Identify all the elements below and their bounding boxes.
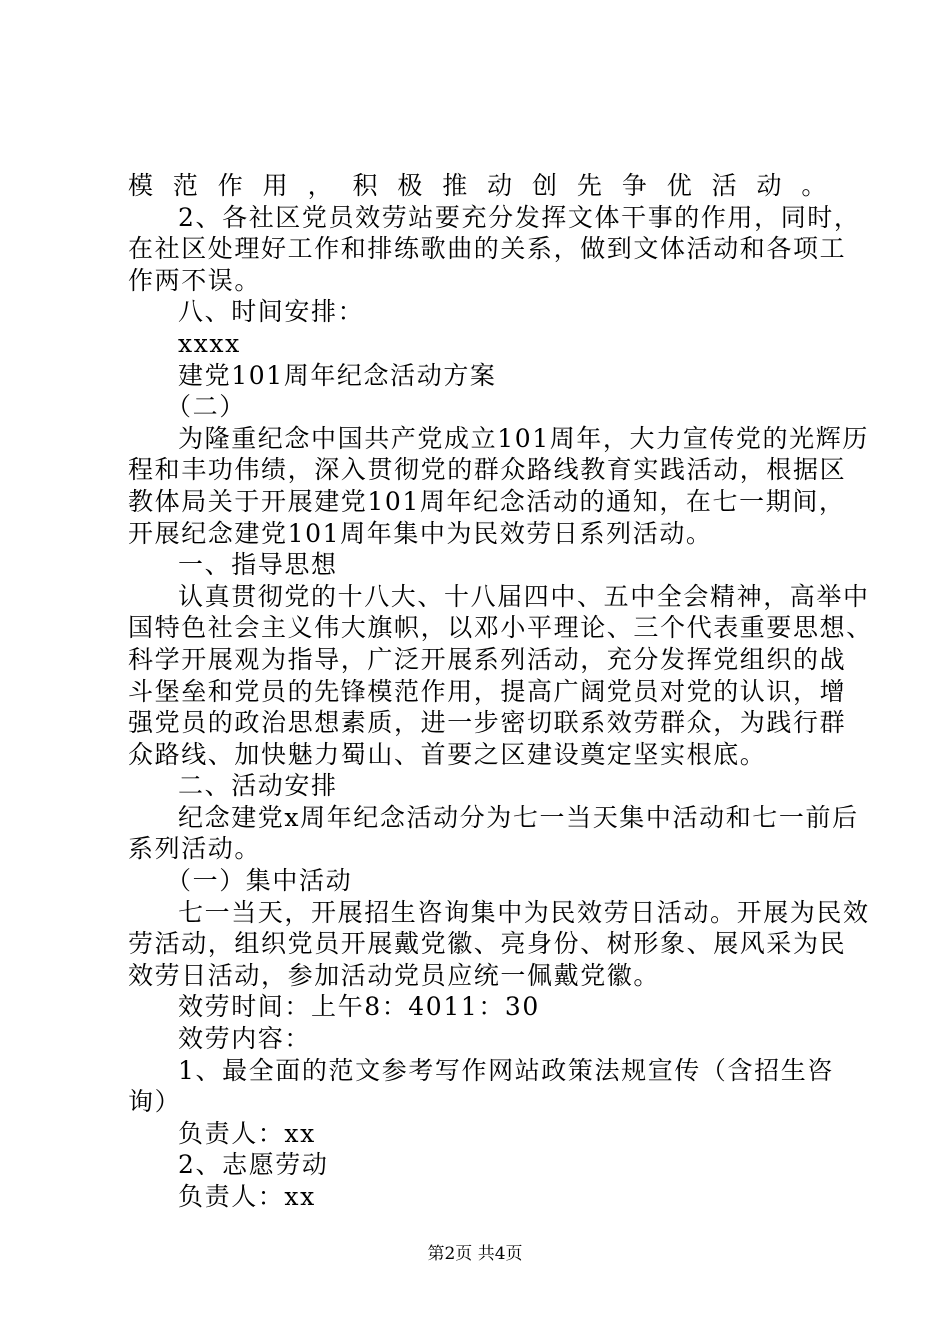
text-line: 为隆重纪念中国共产党成立101周年，大力宣传党的光辉历 bbox=[178, 423, 869, 453]
section-heading: （一）集中活动 bbox=[166, 866, 353, 896]
section-heading: 八、时间安排： bbox=[178, 297, 365, 327]
text-line: 教体局关于开展建党101周年纪念活动的通知，在七一期间， bbox=[128, 486, 846, 516]
text-line: 效劳日活动，参加活动党员应统一佩戴党徽。 bbox=[128, 960, 661, 990]
text-line: 负责人：xx bbox=[178, 1182, 316, 1211]
text-line: 系列活动。 bbox=[128, 834, 262, 864]
text-line: 程和丰功伟绩，深入贯彻党的群众路线教育实践活动，根据区 bbox=[128, 455, 847, 485]
text-line: 纪念建党x周年纪念活动分为七一当天集中活动和七一前后 bbox=[178, 802, 859, 832]
text-line: 科学开展观为指导，广泛开展系列活动，充分发挥党组织的战 bbox=[128, 644, 847, 674]
text-line: 作两不误。 bbox=[128, 265, 262, 295]
text-line: 在社区处理好工作和排练歌曲的关系，做到文体活动和各项工 bbox=[128, 234, 847, 264]
text-line: 2、各社区党员效劳站要充分发挥文体干事的作用，同时， bbox=[178, 202, 861, 232]
text-line: 国特色社会主义伟大旗帜，以邓小平理论、三个代表重要思想、 bbox=[128, 613, 873, 643]
page-number-footer: 第2页 共4页 bbox=[427, 1244, 523, 1264]
text-line: 开展纪念建党101周年集中为民效劳日系列活动。 bbox=[128, 518, 713, 548]
text-line: 七一当天，开展招生咨询集中为民效劳日活动。开展为民效 bbox=[178, 897, 870, 927]
text-line: 询） bbox=[128, 1087, 182, 1117]
document-subtitle: （二） bbox=[166, 392, 246, 422]
text-line: xxxx bbox=[178, 328, 241, 358]
section-heading: 一、指导思想 bbox=[178, 550, 338, 580]
text-line: 劳活动，组织党员开展戴党徽、亮身份、树形象、展风采为民 bbox=[128, 929, 847, 959]
text-line: 效劳时间：上午8：4011：30 bbox=[178, 992, 540, 1022]
text-line: 认真贯彻党的十八大、十八届四中、五中全会精神，高举中 bbox=[178, 581, 870, 611]
document-body bbox=[128, 170, 873, 1213]
text-line: 1、最全面的范文参考写作网站政策法规宣传（含招生咨 bbox=[178, 1055, 834, 1085]
document-title: 建党101周年纪念活动方案 bbox=[178, 360, 497, 390]
text-line: 斗堡垒和党员的先锋模范作用，提高广阔党员对党的认识，增 bbox=[128, 676, 847, 706]
text-line: 负责人：xx bbox=[178, 1118, 316, 1148]
text-line: 2、志愿劳动 bbox=[178, 1150, 329, 1180]
text-line: 效劳内容： bbox=[178, 1024, 312, 1054]
section-heading: 二、活动安排 bbox=[178, 771, 338, 801]
text-line: 模范作用，积极推动创先争优活动。 bbox=[128, 171, 828, 200]
text-line: 众路线、加快魅力蜀山、首要之区建设奠定坚实根底。 bbox=[128, 739, 767, 769]
text-line: 强党员的政治思想素质，进一步密切联系效劳群众，为践行群 bbox=[128, 708, 847, 738]
